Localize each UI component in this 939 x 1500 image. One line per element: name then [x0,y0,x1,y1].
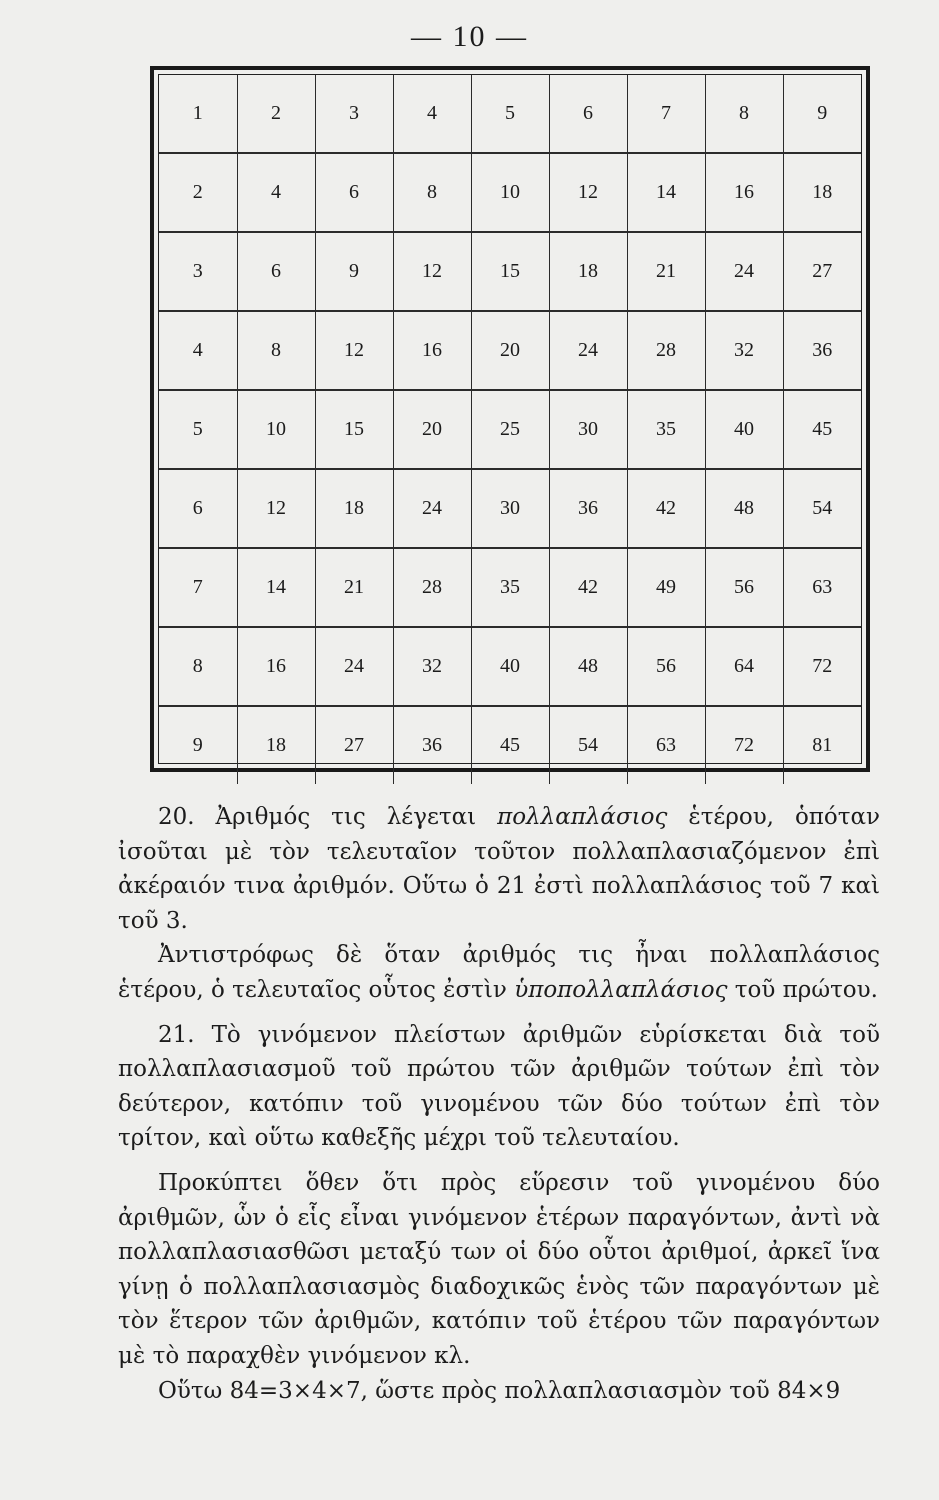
table-cell: 3 [159,232,237,311]
table-cell: 40 [705,390,783,469]
section-number-20: 20. [158,804,195,830]
table-cell: 10 [237,390,315,469]
table-cell: 35 [627,390,705,469]
paragraph-20-text-a: Ἀριθμός τις λέγεται [194,804,498,830]
table-cell: 32 [705,311,783,390]
table-cell: 63 [627,706,705,784]
multiplication-grid [159,75,861,784]
table-row [159,706,861,784]
table-cell: 2 [159,153,237,232]
table-cell: 64 [705,627,783,706]
table-cell: 8 [237,311,315,390]
table-cell: 27 [315,706,393,784]
table-cell: 81 [783,706,861,784]
table-row [159,75,861,153]
table-cell: 30 [549,390,627,469]
table-cell: 15 [315,390,393,469]
table-cell: 54 [783,469,861,548]
table-cell: 7 [627,75,705,153]
paragraph-20-text-b: ἑτέρου, ὁπόταν ἰσοῦται μὲ τὸν τελευταῖον τοῦτον πολλαπλασιαζόμενον ἐπὶ ἀκέραιόν τινα ἀριθμόν. Οὕτω ὁ 21 ἐστὶ πολλαπλάσιος τοῦ 7 καὶ τοῦ 3. [118,804,880,934]
table-cell: 14 [237,548,315,627]
table-cell: 14 [627,153,705,232]
paragraph-example: Οὕτω 84=3×4×7, ὥστε πρὸς πολλαπλασιασμὸν τοῦ 84×9 [158,1377,841,1404]
table-cell: 9 [159,706,237,784]
table-cell: 27 [783,232,861,311]
paragraph-converse [118,938,880,1007]
table-cell: 56 [627,627,705,706]
table-cell: 42 [549,548,627,627]
table-cell: 72 [705,706,783,784]
table-cell: 28 [393,548,471,627]
term-hypopollaplasios: ὑποπολλαπλάσιος [514,976,728,1003]
term-pollaplasios: πολλαπλάσιος [497,804,668,830]
table-cell: 6 [237,232,315,311]
table-cell: 9 [315,232,393,311]
table-cell: 6 [159,469,237,548]
multiplication-table [150,66,870,772]
table-cell: 20 [471,311,549,390]
table-cell: 48 [549,627,627,706]
paragraph-21-text: Τὸ γινόμενον πλείστων ἀριθμῶν εὑρίσκεται διὰ τοῦ πολλαπλασιασμοῦ τοῦ πρώτου τῶν ἀριθμῶν τούτων ἐπὶ τὸν δεύτερον, κατόπιν τοῦ γινομένου τῶν δύο τούτων ἐπὶ τὸν τρίτον, καὶ οὕτω καθεξῆς μέχρι τοῦ τελευταίου. [118,1021,880,1152]
table-cell: 8 [159,627,237,706]
table-cell: 8 [705,75,783,153]
table-cell: 4 [237,153,315,232]
table-cell: 4 [159,311,237,390]
table-cell: 54 [549,706,627,784]
page-number: — 10 — [411,20,528,53]
table-cell: 36 [393,706,471,784]
table-cell: 20 [393,390,471,469]
table-cell: 36 [549,469,627,548]
table-cell: 12 [549,153,627,232]
table-cell: 10 [471,153,549,232]
table-cell: 12 [393,232,471,311]
paragraph-21 [118,1018,880,1156]
table-cell: 16 [393,311,471,390]
table-row [159,627,861,706]
table-cell: 18 [237,706,315,784]
table-row [159,548,861,627]
table-cell: 56 [705,548,783,627]
table-cell: 9 [783,75,861,153]
table-cell: 48 [705,469,783,548]
table-cell: 6 [315,153,393,232]
table-cell: 35 [471,548,549,627]
table-cell: 12 [315,311,393,390]
paragraph-consequence: Προκύπτει ὅθεν ὅτι πρὸς εὕρεσιν τοῦ γινομένου δύο ἀριθμῶν, ὧν ὁ εἷς εἶναι γινόμενον ἑτέρων παραγόντων, ἀντὶ νὰ πολλαπλασιασθῶσι μεταξύ των οἱ δύο οὗτοι ἀριθμοί, ἀρκεῖ ἵνα γίνῃ ὁ πολλαπλασιασμὸς διαδοχικῶς ἑνὸς τῶν παραγόντων μὲ τὸν ἕτερον τῶν ἀριθμῶν, κατόπιν τοῦ ἑτέρου τῶν παραγόντων μὲ τὸ παραχθὲν γινόμενον κλ. [118,1169,880,1369]
table-inner-border [158,74,862,764]
table-cell: 7 [159,548,237,627]
table-cell: 8 [393,153,471,232]
table-cell: 21 [315,548,393,627]
table-cell: 28 [627,311,705,390]
paragraph-converse-text-b: τοῦ πρώτου. [727,976,878,1003]
paragraph-converse-text-a: Ἀντιστρόφως δὲ ὅταν ἀριθμός τις ἦναι πολλαπλάσιος ἑτέρου, ὁ τελευταῖος οὗτος ἐστὶν [118,942,880,1003]
table-cell: 49 [627,548,705,627]
table-row [159,311,861,390]
table-cell: 6 [549,75,627,153]
table-row [159,469,861,548]
table-cell: 21 [627,232,705,311]
table-row [159,232,861,311]
table-cell: 32 [393,627,471,706]
table-cell: 30 [471,469,549,548]
table-row [159,390,861,469]
table-cell: 3 [315,75,393,153]
table-cell: 4 [393,75,471,153]
table-cell: 5 [159,390,237,469]
table-cell: 15 [471,232,549,311]
table-cell: 25 [471,390,549,469]
table-cell: 24 [549,311,627,390]
table-cell: 12 [237,469,315,548]
table-cell: 18 [549,232,627,311]
table-cell: 18 [783,153,861,232]
table-row [159,153,861,232]
section-number-21: 21. [158,1021,195,1048]
table-cell: 1 [192,102,203,124]
table-cell: 40 [471,627,549,706]
table-cell: 5 [471,75,549,153]
body-text [118,800,880,1408]
table-cell: 45 [471,706,549,784]
table-cell: 45 [783,390,861,469]
table-cell: 18 [315,469,393,548]
table-cell: 24 [705,232,783,311]
table-cell: 42 [627,469,705,548]
table-cell: 72 [783,627,861,706]
table-cell: 2 [237,75,315,153]
table-cell: 16 [705,153,783,232]
table-cell: 24 [393,469,471,548]
paragraph-20 [118,800,880,938]
table-cell: 63 [783,548,861,627]
table-cell: 36 [783,311,861,390]
table-cell: 24 [315,627,393,706]
table-cell: 16 [237,627,315,706]
